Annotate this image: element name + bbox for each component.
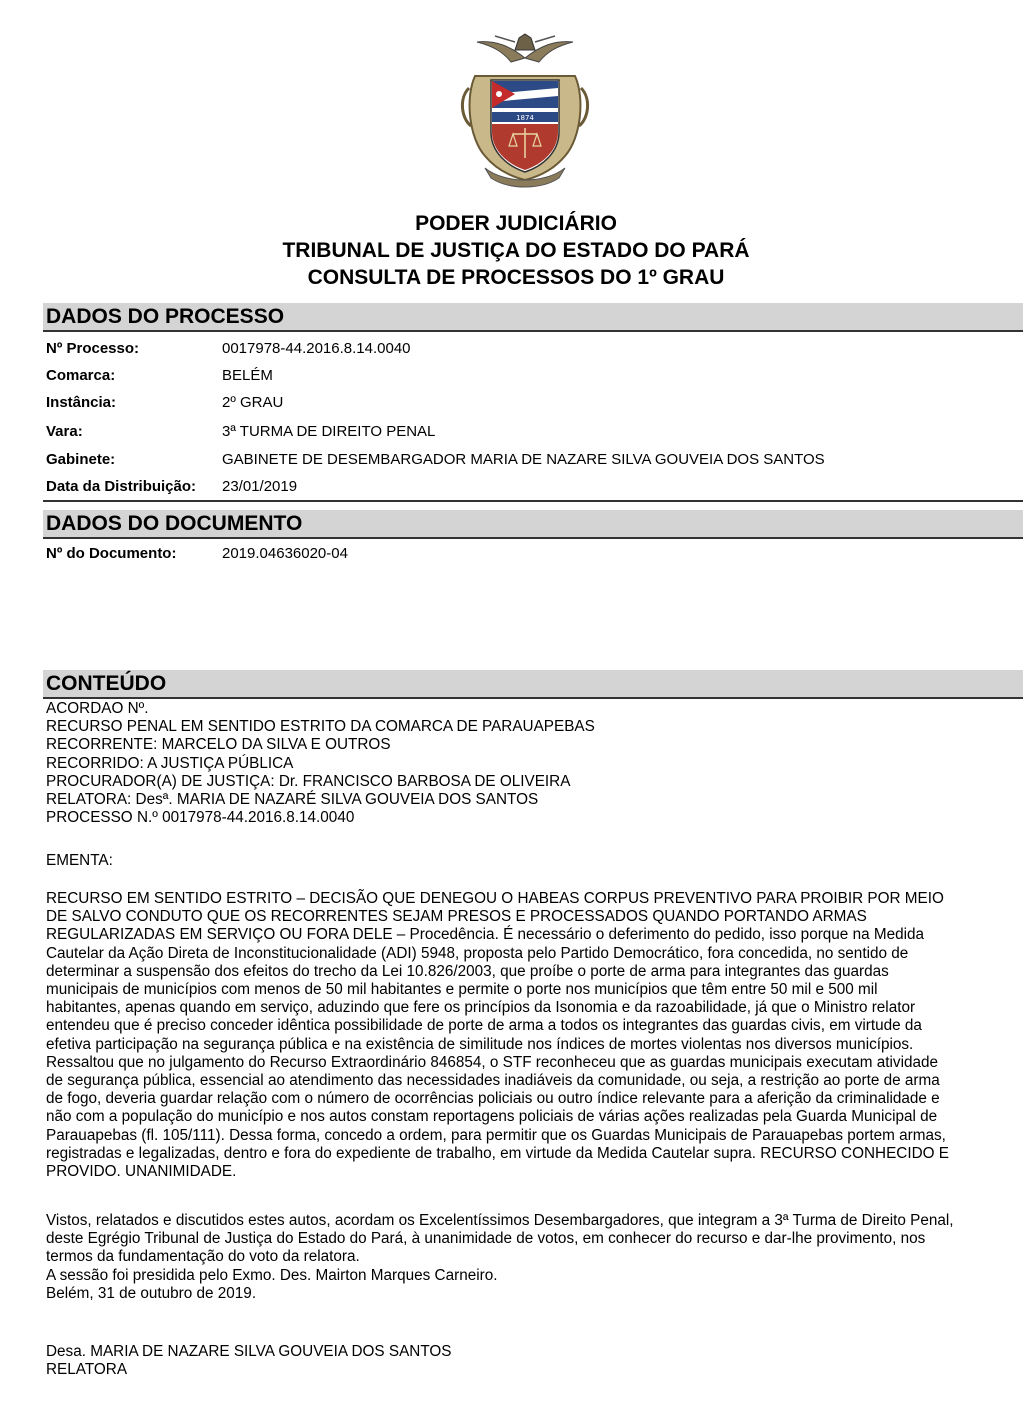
- ementa-line: RECURSO EM SENTIDO ESTRITO – DECISÃO QUE DENEGOU O HABEAS CORPUS PREVENTIVO PARA PROIBIR POR MEIO: [46, 890, 944, 907]
- intro-line: RECURSO PENAL EM SENTIDO ESTRITO DA COMARCA DE PARAUAPEBAS: [46, 718, 595, 736]
- signature-block: [46, 1343, 1018, 1379]
- intro-line: RECORRENTE: MARCELO DA SILVA E OUTROS: [46, 736, 391, 754]
- content-section-title: CONTEÚDO: [46, 672, 167, 695]
- ementa-line: REGULARIZADAS EM SERVIÇO OU FORA DELE – Procedência. É necessário o deferimento do pedido, isso porque na Medida: [46, 926, 925, 944]
- section-divider: [43, 500, 1023, 502]
- field-label: Nº do Documento:: [46, 545, 177, 562]
- field-label: Data da Distribuição:: [46, 478, 197, 495]
- ementa-line: registradas e legalizadas, dentro e fora do expediente de trabalho, em virtude da Medida Cautelar supra. RECURSO CONHECIDO E: [46, 1144, 949, 1162]
- field-label: Comarca:: [46, 367, 116, 384]
- intro-line: PROCESSO N.º 0017978-44.2016.8.14.0040: [46, 809, 355, 827]
- ementa-line: de fogo, deveria guardar relação com o número de ocorrências policiais ou outro índice relevante para a aferição da criminalidade e: [46, 1090, 940, 1108]
- header-line-1: PODER JUDICIÁRIO: [415, 212, 617, 235]
- intro-line: RELATORA: Desª. MARIA DE NAZARÉ SILVA GOUVEIA DOS SANTOS: [46, 791, 539, 809]
- ementa-line: de segurança pública, essencial ao atendimento das necessidades inadiáveis da comunidade, ou seja, a restrição ao porte de arma: [46, 1072, 940, 1090]
- process-section-bar: [43, 303, 1023, 332]
- ementa-line: municipais de municípios com menos de 50 mil habitantes e permite o porte nos municípios que têm entre 50 mil e 500 mil: [46, 981, 878, 999]
- field-value: 2º GRAU: [222, 394, 284, 411]
- field-label: Nº Processo:: [46, 340, 140, 357]
- vistos-line: Belém, 31 de outubro de 2019.: [46, 1284, 257, 1302]
- process-section-title: DADOS DO PROCESSO: [46, 305, 285, 328]
- header-line-3: CONSULTA DE PROCESSOS DO 1º GRAU: [307, 266, 725, 289]
- header-line-2: TRIBUNAL DE JUSTIÇA DO ESTADO DO PARÁ: [282, 239, 750, 262]
- field-label: Vara:: [46, 423, 83, 440]
- document-section-bar: [43, 510, 1023, 539]
- field-value: GABINETE DE DESEMBARGADOR MARIA DE NAZARE SILVA GOUVEIA DOS SANTOS: [222, 451, 825, 468]
- field-value: 3ª TURMA DE DIREITO PENAL: [222, 423, 436, 440]
- vistos-line: A sessão foi presidida pelo Exmo. Des. Mairton Marques Carneiro.: [46, 1266, 498, 1284]
- ementa-body: [46, 890, 1018, 1181]
- field-value: 0017978-44.2016.8.14.0040: [222, 340, 411, 357]
- intro-line: RECORRIDO: A JUSTIÇA PÚBLICA: [46, 754, 294, 772]
- vistos-line: termos da fundamentação do voto da relatora.: [46, 1248, 360, 1266]
- field-value: 23/01/2019: [222, 478, 298, 495]
- field-label: Gabinete:: [46, 451, 116, 468]
- ementa-line: Ressaltou que no julgamento do Recurso Extraordinário 846854, o STF reconheceu que as guardas municipais executam atividade: [46, 1053, 938, 1071]
- emblem-year: 1874: [516, 114, 534, 122]
- signature-name: Desa. MARIA DE NAZARE SILVA GOUVEIA DOS SANTOS: [46, 1343, 452, 1360]
- ementa-line: determinar a suspensão dos efeitos do trecho da Lei 10.826/2003, que proíbe o porte de arma para integrantes das guardas: [46, 962, 889, 980]
- field-value: BELÉM: [222, 367, 273, 384]
- content-section-bar: [43, 670, 1023, 699]
- ementa-line: efetiva participação na segurança pública e na existência de similitude nos índices de mortes violentas nos diversos municípios.: [46, 1035, 914, 1053]
- field-label: Instância:: [46, 394, 117, 411]
- field-value: 2019.04636020-04: [222, 545, 348, 562]
- ementa-line: não com a população do município e nos autos constam reportagens policiais de várias ações realizadas pela Guarda Municipal de: [46, 1108, 938, 1126]
- vistos-line: Vistos, relatados e discutidos estes autos, acordam os Excelentíssimos Desembargadores, que integram a 3ª Turma de Direito Penal,: [46, 1212, 954, 1229]
- ementa-line: PROVIDO. UNANIMIDADE.: [46, 1163, 237, 1181]
- ementa-line: Parauapebas (fl. 105/111). Dessa forma, concedo a ordem, para permitir que os Guardas Municipais de Parauapebas portem armas,: [46, 1126, 946, 1144]
- ementa-line: DE SALVO CONDUTO QUE OS RECORRENTES SEJAM PRESOS E PROCESSADOS QUANDO PORTANDO ARMAS: [46, 908, 867, 926]
- intro-line: ACORDAO Nº.: [46, 700, 149, 717]
- ementa-label: EMENTA:: [46, 852, 113, 869]
- vistos-body: [46, 1212, 1018, 1303]
- ementa-line: habitantes, apenas quando em serviço, aduzindo que fere os princípios da Isonomia e da razoabilidade, já que o Ministro relator: [46, 999, 916, 1017]
- vistos-line: deste Egrégio Tribunal de Justiça do Estado do Pará, à unanimidade de votos, em conhecer do recurso e dar-lhe provimento, nos: [46, 1230, 926, 1248]
- intro-line: PROCURADOR(A) DE JUSTIÇA: Dr. FRANCISCO BARBOSA DE OLIVEIRA: [46, 772, 571, 790]
- document-section-title: DADOS DO DOCUMENTO: [46, 512, 303, 535]
- coat-of-arms-icon: [455, 28, 595, 194]
- signature-role: RELATORA: [46, 1361, 128, 1379]
- content-intro: [46, 700, 1018, 827]
- ementa-line: entendeu que é preciso conceder idêntica possibilidade de porte de arma a todos os integrantes das guardas civis, em virtude da: [46, 1017, 922, 1035]
- ementa-line: Cautelar da Ação Direta de Inconstitucionalidade (ADI) 5948, proposta pelo Partido Democrático, fora concedida, no sentido de: [46, 944, 909, 962]
